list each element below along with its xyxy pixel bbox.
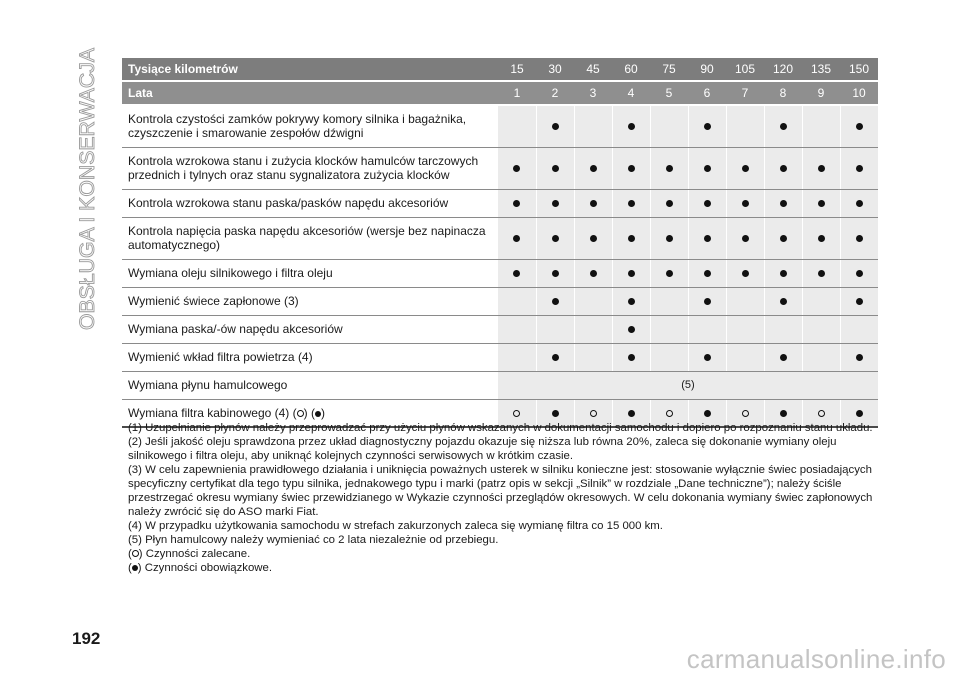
filled-circle-icon xyxy=(628,165,635,172)
page-number: 192 xyxy=(72,629,101,648)
filled-circle-icon xyxy=(628,354,635,361)
schedule-cell xyxy=(802,189,840,217)
footnote: (2) Jeśli jakość oleju sprawdzona przez układ diagnostyczny pojazdu okazuje się niższa lub równa 20%, zaleca się dokonanie wymiany oleju silnikowego i filtra oleju, aby uniknąć kolejnych czynności serwisowych w krótkim czasie. xyxy=(128,436,837,462)
side-chapter-title xyxy=(72,44,100,334)
span-note-cell: (5) xyxy=(498,371,878,399)
schedule-cell xyxy=(574,315,612,343)
row-label xyxy=(122,217,498,259)
schedule-cell xyxy=(688,217,726,259)
filled-circle-icon xyxy=(742,200,749,207)
filled-circle-icon xyxy=(628,123,635,130)
header-year-value: 5 xyxy=(650,81,688,105)
filled-circle-icon xyxy=(552,298,559,305)
row-label xyxy=(122,147,498,189)
legend-mandatory-text: Czynności obowiązkowe. xyxy=(144,562,273,574)
schedule-cell xyxy=(802,147,840,189)
header-km-value: 15 xyxy=(498,58,536,81)
empty-circle-icon xyxy=(513,410,520,417)
schedule-cell xyxy=(840,147,878,189)
footnote: (3) W celu zapewnienia prawidłowego działania i uniknięcia poważnych usterek w silniku konieczne jest: stosowanie wyłącznie świec posiadających specyficzny certyfikat dla tego typu silnika, jednakowego typu i marki (patrz opis w sekcji „Silnik” w rozdziale „Dane techniczne”); należy ściśle przestrzegać okresu wymiany świec przewidzianego w Wykazie czynności przeglądów okresowych. W celu dokonania wymiany świec zapłonowych należy zwrócić się do ASO marki Fiat. xyxy=(128,464,873,518)
schedule-cell xyxy=(574,343,612,371)
schedule-cell xyxy=(612,259,650,287)
schedule-cell xyxy=(498,343,536,371)
filled-circle-icon xyxy=(856,354,863,361)
schedule-cell xyxy=(726,343,764,371)
schedule-cell xyxy=(726,315,764,343)
filled-circle-icon xyxy=(704,123,711,130)
row-label-text: Kontrola napięcia paska napędu akcesoriów (wersje bez napinacza automatycznego) xyxy=(128,224,486,252)
header-km-value: 75 xyxy=(650,58,688,81)
schedule-cell xyxy=(498,217,536,259)
header-year-value: 9 xyxy=(802,81,840,105)
filled-circle-icon xyxy=(552,235,559,242)
filled-circle-icon xyxy=(628,298,635,305)
filled-circle-icon xyxy=(780,123,787,130)
filled-circle-icon xyxy=(856,235,863,242)
schedule-cell xyxy=(498,147,536,189)
filled-circle-icon xyxy=(780,235,787,242)
schedule-cell xyxy=(802,343,840,371)
table-row xyxy=(122,259,878,287)
header-km-value: 105 xyxy=(726,58,764,81)
table-row xyxy=(122,147,878,189)
schedule-cell xyxy=(498,315,536,343)
schedule-cell xyxy=(764,343,802,371)
filled-circle-icon xyxy=(628,410,635,417)
filled-circle-icon xyxy=(856,123,863,130)
schedule-cell xyxy=(536,287,574,315)
filled-circle-icon xyxy=(780,165,787,172)
empty-circle-icon xyxy=(666,410,673,417)
row-label xyxy=(122,371,498,399)
schedule-cell xyxy=(840,105,878,147)
empty-circle-icon xyxy=(818,410,825,417)
schedule-cell xyxy=(536,189,574,217)
filled-circle-icon xyxy=(590,235,597,242)
schedule-cell xyxy=(840,189,878,217)
row-label-text: Wymienić wkład filtra powietrza (4) xyxy=(128,350,313,364)
schedule-cell xyxy=(650,189,688,217)
header-year-value: 4 xyxy=(612,81,650,105)
filled-circle-icon xyxy=(590,270,597,277)
footnotes xyxy=(128,421,880,575)
table-row xyxy=(122,371,878,399)
row-label-text: Wymiana paska/-ów napędu akcesoriów xyxy=(128,322,343,336)
filled-circle-icon xyxy=(742,270,749,277)
schedule-cell xyxy=(612,343,650,371)
filled-circle-icon xyxy=(552,410,559,417)
schedule-cell xyxy=(726,189,764,217)
legend-mandatory: ( ) Czynności obowiązkowe. xyxy=(128,562,273,574)
filled-circle-icon xyxy=(666,270,673,277)
schedule-cell xyxy=(840,343,878,371)
legend-recommended: ( ) Czynności zalecane. xyxy=(128,548,251,560)
schedule-cell xyxy=(764,217,802,259)
schedule-cell xyxy=(612,287,650,315)
filled-circle-icon xyxy=(552,165,559,172)
schedule-cell xyxy=(802,315,840,343)
schedule-cell xyxy=(612,315,650,343)
header-km-value: 30 xyxy=(536,58,574,81)
filled-circle-icon xyxy=(628,235,635,242)
filled-circle-icon xyxy=(818,235,825,242)
schedule-cell xyxy=(650,105,688,147)
filled-circle-icon xyxy=(513,200,520,207)
schedule-cell xyxy=(536,105,574,147)
schedule-cell xyxy=(498,287,536,315)
header-year-value: 7 xyxy=(726,81,764,105)
filled-circle-icon xyxy=(856,270,863,277)
schedule-cell xyxy=(688,147,726,189)
schedule-cell xyxy=(650,147,688,189)
schedule-cell xyxy=(726,105,764,147)
row-label-text: Kontrola czystości zamków pokrywy komory silnika i bagażnika, czyszczenie i smarowanie zespołów dźwigni xyxy=(128,112,467,141)
schedule-cell xyxy=(764,259,802,287)
schedule-cell xyxy=(726,147,764,189)
schedule-cell xyxy=(688,259,726,287)
table-row xyxy=(122,217,878,259)
filled-circle-icon xyxy=(856,200,863,207)
schedule-cell xyxy=(764,189,802,217)
filled-circle-icon xyxy=(552,270,559,277)
schedule-cell xyxy=(650,217,688,259)
schedule-body xyxy=(122,105,878,427)
row-label-text: Wymiana filtra kabinowego (4) ( xyxy=(128,405,297,420)
filled-circle-icon xyxy=(704,165,711,172)
table-row xyxy=(122,315,878,343)
filled-circle-icon xyxy=(856,410,863,417)
header-year-value: 1 xyxy=(498,81,536,105)
filled-circle-icon xyxy=(666,235,673,242)
header-row-kilometers xyxy=(122,58,878,81)
schedule-cell xyxy=(840,287,878,315)
row-label xyxy=(122,189,498,217)
schedule-cell xyxy=(650,259,688,287)
empty-circle-icon xyxy=(742,410,749,417)
row-label-text: ) ( xyxy=(303,405,315,420)
header-years-label: Lata xyxy=(122,81,498,105)
filled-circle-icon xyxy=(780,410,787,417)
table-row xyxy=(122,287,878,315)
legend-recommended-text: Czynności zalecane. xyxy=(145,548,251,560)
schedule-cell xyxy=(726,259,764,287)
table-row xyxy=(122,343,878,371)
schedule-cell xyxy=(726,287,764,315)
filled-circle-icon xyxy=(552,200,559,207)
schedule-cell xyxy=(840,217,878,259)
filled-circle-icon xyxy=(628,200,635,207)
header-year-value: 6 xyxy=(688,81,726,105)
row-label-text: Kontrola wzrokowa stanu paska/pasków napędu akcesoriów xyxy=(128,196,449,210)
header-km-value: 135 xyxy=(802,58,840,81)
schedule-cell xyxy=(764,147,802,189)
empty-circle-icon xyxy=(590,410,597,417)
footer-watermark: carmanualsonline.info xyxy=(686,644,946,674)
schedule-cell xyxy=(688,105,726,147)
row-label-text: ) xyxy=(320,405,325,420)
filled-circle-icon xyxy=(704,298,711,305)
schedule-cell xyxy=(802,217,840,259)
schedule-cell xyxy=(612,147,650,189)
filled-circle-icon xyxy=(628,270,635,277)
schedule-cell xyxy=(498,105,536,147)
filled-circle-icon xyxy=(513,165,520,172)
filled-circle-icon xyxy=(552,354,559,361)
header-km-value: 150 xyxy=(840,58,878,81)
schedule-cell xyxy=(650,343,688,371)
empty-circle-icon xyxy=(297,410,304,417)
schedule-cell xyxy=(802,259,840,287)
filled-circle-icon xyxy=(704,200,711,207)
filled-circle-icon xyxy=(818,165,825,172)
filled-circle-icon xyxy=(666,165,673,172)
filled-circle-icon xyxy=(818,270,825,277)
schedule-cell xyxy=(536,147,574,189)
filled-circle-icon xyxy=(818,200,825,207)
table-row xyxy=(122,189,878,217)
schedule-cell xyxy=(536,259,574,287)
filled-circle-icon xyxy=(666,200,673,207)
schedule-cell xyxy=(498,189,536,217)
filled-circle-icon xyxy=(856,165,863,172)
row-label xyxy=(122,259,498,287)
schedule-cell xyxy=(574,287,612,315)
filled-circle-icon xyxy=(742,165,749,172)
filled-circle-icon xyxy=(628,326,635,333)
schedule-cell xyxy=(536,315,574,343)
schedule-cell xyxy=(802,105,840,147)
header-year-value: 10 xyxy=(840,81,878,105)
filled-circle-icon xyxy=(704,270,711,277)
schedule-cell xyxy=(764,315,802,343)
side-chapter-title-text: OBSŁUGA I KONSERWACJA xyxy=(76,51,99,330)
schedule-cell xyxy=(688,287,726,315)
row-label xyxy=(122,287,498,315)
header-km-value: 45 xyxy=(574,58,612,81)
schedule-cell xyxy=(840,315,878,343)
row-label xyxy=(122,343,498,371)
filled-circle-icon xyxy=(780,298,787,305)
empty-circle-icon xyxy=(132,550,139,557)
footnote: (1) Uzupełnianie płynów należy przeprowadzać przy użyciu płynów wskazanych w dokumentacji samochodu i dopiero po rozpoznaniu stanu układu. xyxy=(128,422,873,434)
filled-circle-icon xyxy=(780,200,787,207)
row-label xyxy=(122,315,498,343)
filled-circle-icon xyxy=(552,123,559,130)
filled-circle-icon xyxy=(513,270,520,277)
filled-circle-icon xyxy=(780,270,787,277)
schedule-cell xyxy=(574,189,612,217)
schedule-cell xyxy=(688,189,726,217)
schedule-cell xyxy=(612,217,650,259)
table-row xyxy=(122,105,878,147)
filled-circle-icon xyxy=(780,354,787,361)
header-year-value: 2 xyxy=(536,81,574,105)
row-label-text: Wymiana płynu hamulcowego xyxy=(128,378,288,392)
schedule-cell xyxy=(764,287,802,315)
filled-circle-icon xyxy=(704,410,711,417)
schedule-cell xyxy=(802,287,840,315)
schedule-cell xyxy=(688,315,726,343)
filled-circle-icon xyxy=(513,235,520,242)
row-label-text: Kontrola wzrokowa stanu i zużycia klocków hamulców tarczowych przednich i tylnych oraz stanu sygnalizatora zużycia klocków xyxy=(128,154,479,182)
header-kilometers-label: Tysiące kilometrów xyxy=(122,58,498,81)
schedule-cell xyxy=(612,189,650,217)
filled-circle-icon xyxy=(590,200,597,207)
schedule-cell xyxy=(574,147,612,189)
row-label xyxy=(122,105,498,147)
header-km-value: 90 xyxy=(688,58,726,81)
schedule-cell xyxy=(612,105,650,147)
schedule-cell xyxy=(498,259,536,287)
schedule-cell xyxy=(574,105,612,147)
footnote: (5) Płyn hamulcowy należy wymieniać co 2 lata niezależnie od przebiegu. xyxy=(128,534,499,546)
schedule-cell xyxy=(764,105,802,147)
row-label-text: Wymiana oleju silnikowego i filtra oleju xyxy=(128,266,333,280)
header-year-value: 3 xyxy=(574,81,612,105)
schedule-cell xyxy=(726,217,764,259)
schedule-cell xyxy=(574,259,612,287)
schedule-cell xyxy=(688,343,726,371)
schedule-cell xyxy=(840,259,878,287)
maintenance-schedule-table xyxy=(122,58,878,428)
header-km-value: 120 xyxy=(764,58,802,81)
filled-circle-icon xyxy=(704,354,711,361)
schedule-cell xyxy=(574,217,612,259)
header-row-years xyxy=(122,81,878,105)
footnote: (4) W przypadku użytkowania samochodu w strefach zakurzonych zaleca się wymianę filtra co 15 000 km. xyxy=(128,520,663,532)
row-label-text: Wymienić świece zapłonowe (3) xyxy=(128,294,299,308)
header-year-value: 8 xyxy=(764,81,802,105)
filled-circle-icon xyxy=(590,165,597,172)
filled-circle-icon xyxy=(856,298,863,305)
filled-circle-icon xyxy=(132,565,138,571)
schedule-cell xyxy=(536,343,574,371)
header-km-value: 60 xyxy=(612,58,650,81)
schedule-cell xyxy=(536,217,574,259)
schedule-cell xyxy=(650,315,688,343)
filled-circle-icon xyxy=(742,235,749,242)
filled-circle-icon xyxy=(704,235,711,242)
schedule-cell xyxy=(650,287,688,315)
